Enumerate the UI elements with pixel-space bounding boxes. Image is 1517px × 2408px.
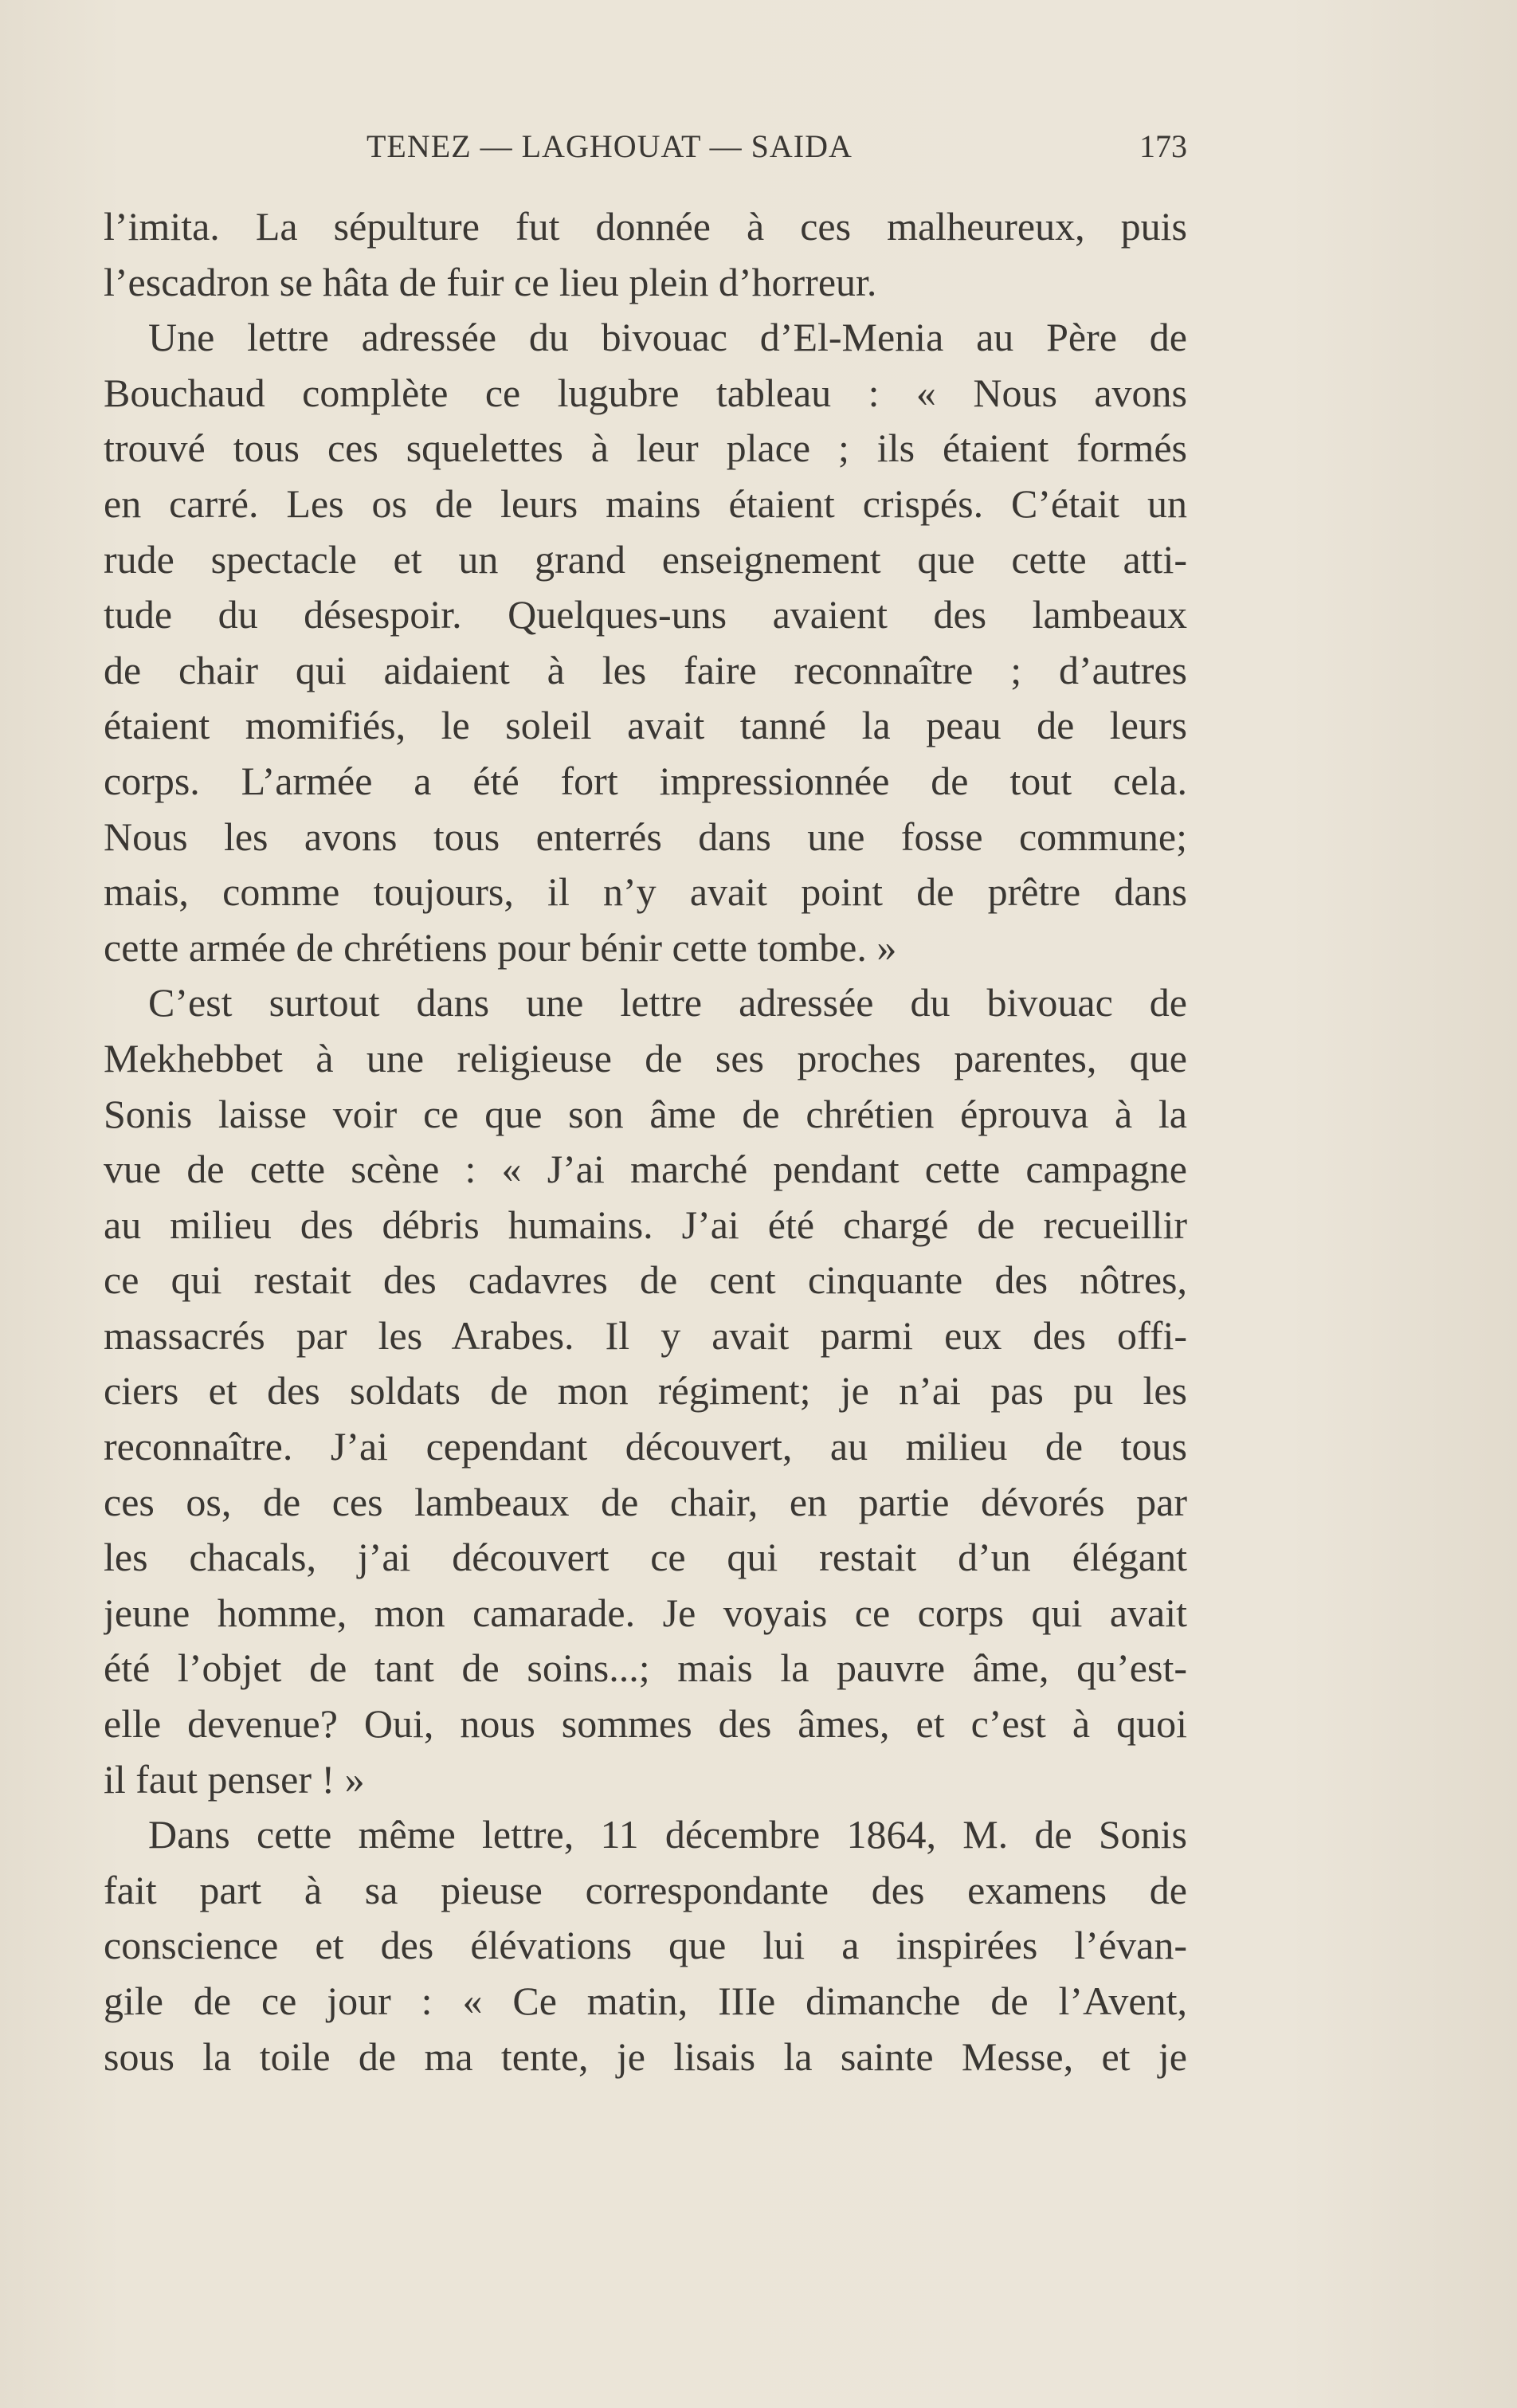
text-line: trouvé tous ces squelettes à leur place ; ils étaient formés [104, 426, 1187, 471]
text-line: gile de ce jour : « Ce matin, IIIe dimanche de l’Avent, [104, 1979, 1187, 2023]
text-line: de chair qui aidaient à les faire reconnaître ; d’autres [104, 647, 1187, 692]
text-line: il faut penser ! » [104, 1756, 365, 1802]
text-line: cette armée de chrétiens pour bénir cette tombe. » [104, 924, 897, 970]
text-line: ces os, de ces lambeaux de chair, en partie dévorés par [104, 1479, 1187, 1524]
text-line: C’est surtout dans une lettre adressée du bivouac de [148, 980, 1187, 1026]
text-line: fait part à sa pieuse correspondante des examens de [104, 1867, 1187, 1912]
text-line: sous la toile de ma tente, je lisais la sainte Messe, et je [104, 2033, 1187, 2079]
body-text [104, 199, 1187, 2084]
running-head [104, 121, 1187, 177]
text-line: reconnaître. J’ai cependant découvert, au milieu de tous [104, 1424, 1187, 1469]
running-title: TENEZ — LAGHOUAT — SAIDA [367, 128, 853, 164]
text-line: elle devenue? Oui, nous sommes des âmes, et c’est à quoi [104, 1701, 1187, 1747]
text-line: corps. L’armée a été fort impressionnée de tout cela. [104, 758, 1187, 803]
text-line: mais, comme toujours, il n’y avait point de prêtre dans [104, 869, 1187, 915]
text-line: en carré. Les os de leurs mains étaient crispés. C’était un [104, 480, 1187, 526]
text-line: tude du désespoir. Quelques-uns avaient des lambeaux [104, 592, 1187, 637]
text-line: ciers et des soldats de mon régiment; je n’ai pas pu les [104, 1368, 1187, 1414]
text-line: vue de cette scène : « J’ai marché pendant cette campagne [104, 1147, 1187, 1192]
text-line: conscience et des élévations que lui a inspirées l’évan- [104, 1923, 1187, 1968]
page-number: 173 [1139, 128, 1187, 164]
text-line: Mekhebbet à une religieuse de ses proches parentes, que [104, 1035, 1187, 1080]
text-line: l’imita. La sépulture fut donnée à ces malheureux, puis [104, 204, 1187, 249]
text-line: étaient momifiés, le soleil avait tanné la peau de leurs [104, 703, 1187, 748]
text-line: été l’objet de tant de soins...; mais la pauvre âme, qu’est- [104, 1645, 1187, 1691]
text-line: Dans cette même lettre, 11 décembre 1864, M. de Sonis [148, 1812, 1187, 1857]
text-line: Une lettre adressée du bivouac d’El-Menia au Père de [148, 315, 1187, 360]
text-line: jeune homme, mon camarade. Je voyais ce corps qui avait [104, 1590, 1187, 1635]
text-line: au milieu des débris humains. J’ai été chargé de recueillir [104, 1202, 1187, 1247]
text-line: ce qui restait des cadavres de cent cinquante des nôtres, [104, 1257, 1187, 1303]
text-line: l’escadron se hâta de fuir ce lieu plein d’horreur. [104, 259, 877, 304]
text-line: massacrés par les Arabes. Il y avait parmi eux des offi- [104, 1312, 1187, 1358]
text-line: Nous les avons tous enterrés dans une fosse commune; [104, 814, 1187, 859]
text-line: les chacals, j’ai découvert ce qui restait d’un élégant [104, 1535, 1187, 1580]
text-line: rude spectacle et un grand enseignement que cette atti- [104, 536, 1187, 582]
text-line: Bouchaud complète ce lugubre tableau : « Nous avons [104, 370, 1187, 415]
text-line: Sonis laisse voir ce que son âme de chrétien éprouva à la [104, 1091, 1187, 1136]
